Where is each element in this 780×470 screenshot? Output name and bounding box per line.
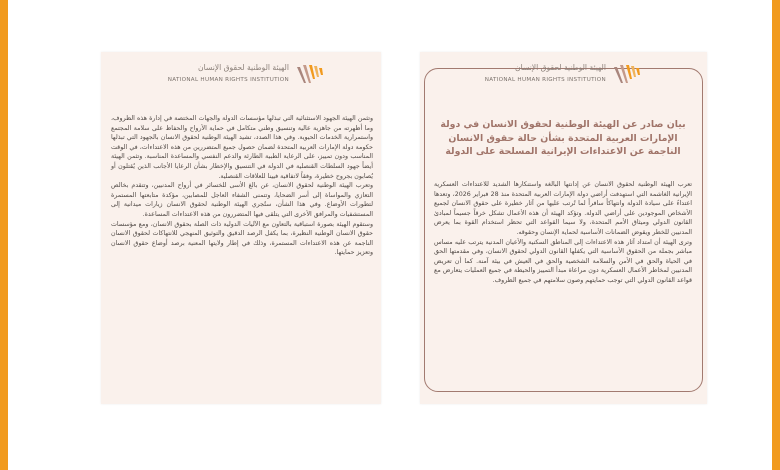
nhri-logo xyxy=(482,61,642,91)
paragraph: وترى الهيئة أن امتداد آثار هذه الاعتداءات إلى المناطق السكنية والأعيان المدنية يترتب عليه مساس مباشر بجملة من الحقوق الأساسية التي يكفلها القانون الدولي لحقوق الانسان، وفي مقدمتها الحق في الحياة والحق في الأمن والسلامة الشخصية والحق في العيش في بيئة آمنة. كما أن تعريض المدنيين لمخاطر الأعمال العسكرية دون مراعاة مبدأ التمييز والحيطة في جميع العمليات يتعارض مع قواعد القانون الدولي التي توجب حمايتهم وصون سلامتهم في جميع الظروف. xyxy=(434,238,692,284)
statement-title: بيان صادر عن الهيئة الوطنية لحقوق الانسان في دولة الإمارات العربية المتحدة بشأن حالة حقوق الانسان الناجمة عن الاعتداءات الإيرانية المسلحة على الدولة xyxy=(440,119,686,157)
paragraph: وتثمن الهيئة الجهود الاستثنائية التي تبذلها مؤسسات الدولة والجهات المختصة في إدارة هذه الظروف، وما أظهرته من جاهزية عالية وتنسيق وطني متكامل في حماية الأرواح والحفاظ على سلامة المجتمع واستمرارية الخدمات الحيوية. وفي هذا الصدد، تشيد الهيئة الوطنية لحقوق الانسان بالجهود التي تبذلها حكومة دولة الإمارات العربية المتحدة لضمان حصول جميع المتضررين من هذه الاعتداءات، في الوقت المناسب ودون تمييز، على الرعاية الطبية الطارئة والدعم النفسي والمساعدة المناسبة. وتثمن الهيئة أيضاً جهود السلطات القنصلية في الدولة في التنسيق والإخطار بشأن الرعايا الأجانب الذين يُقتلون أو يُصابون بجروح خطيرة، وفقاً لاتفاقية فيينا للعلاقات القنصلية. xyxy=(111,115,373,180)
logo-arabic-text: الهيئة الوطنية لحقوق الإنسان xyxy=(198,63,289,72)
paragraph: تعرب الهيئة الوطنية لحقوق الانسان عن إدانتها البالغة واستنكارها الشديد للاعتداءات العسكرية الإيرانية الغاشمة التي استهدفت أراضي دولة الإمارات العربية المتحدة منذ 28 فبراير 2026، وتعدها اعتداءً على سيادة الدولة وانتهاكاً سافراً لما تُرتب عليها من آثار خطيرة على حقوق الانسان لجميع الأشخاص الموجودين على أراضي الدولة. وتؤكد الهيئة أن هذه الأعمال تشكل خرقاً جسيماً لمبادئ القانون الدولي وميثاق الأمم المتحدة، ولا سيما القواعد التي تحظر استخدام القوة بما يعرض المدنيين للخطر ويقوض الضمانات الأساسية لحماية الإنسان وحقوقه. xyxy=(434,181,692,236)
nhri-logo-icon xyxy=(293,61,325,89)
statement-body-continued xyxy=(111,114,373,258)
nhri-logo-icon xyxy=(610,61,642,89)
left-orange-border xyxy=(0,0,8,470)
logo-english-text: NATIONAL HUMAN RIGHTS INSTITUTION xyxy=(484,77,606,83)
statement-page-1 xyxy=(420,52,707,404)
logo-english-text: NATIONAL HUMAN RIGHTS INSTITUTION xyxy=(167,77,289,83)
paragraph: وستقوم الهيئة بصورة استباقية بالتعاون مع الآليات الدولية ذات الصلة بحقوق الانسان، ومع مؤسسات حقوق الانسان الوطنية النظيرة، بما يكفل الرصد الدقيق والتوثيق المنهجي للانتهاكات لحقوق الانسان الناجمة عن هذه الاعتداءات المستمرة، وذلك في إطار ولايتها المعنية برصد أوضاع حقوق الانسان وتعزيز حمايتها. xyxy=(111,220,373,257)
logo-arabic-text: الهيئة الوطنية لحقوق الإنسان xyxy=(515,63,606,72)
right-orange-border xyxy=(772,0,780,470)
statement-body xyxy=(434,180,692,286)
paragraph: وتعرب الهيئة الوطنية لحقوق الانسان، عن بالغ الأسى للخسائر في أرواح المدنيين، وتتقدم بخالص التعازي والمواساة إلى أسر الضحايا، وتتمنى الشفاء العاجل للمصابين، مؤكدة متابعتها المستمرة لتطورات الأوضاع. وفي هذا الشأن، ستُجري الهيئة الوطنية لحقوق الانسان زيارات ميدانية إلى المستشفيات والمرافق الأخرى التي يتلقى فيها المتضررون من هذه الاعتداءات المساعدة. xyxy=(111,182,373,218)
statement-page-2 xyxy=(101,52,381,404)
nhri-logo xyxy=(165,61,325,91)
